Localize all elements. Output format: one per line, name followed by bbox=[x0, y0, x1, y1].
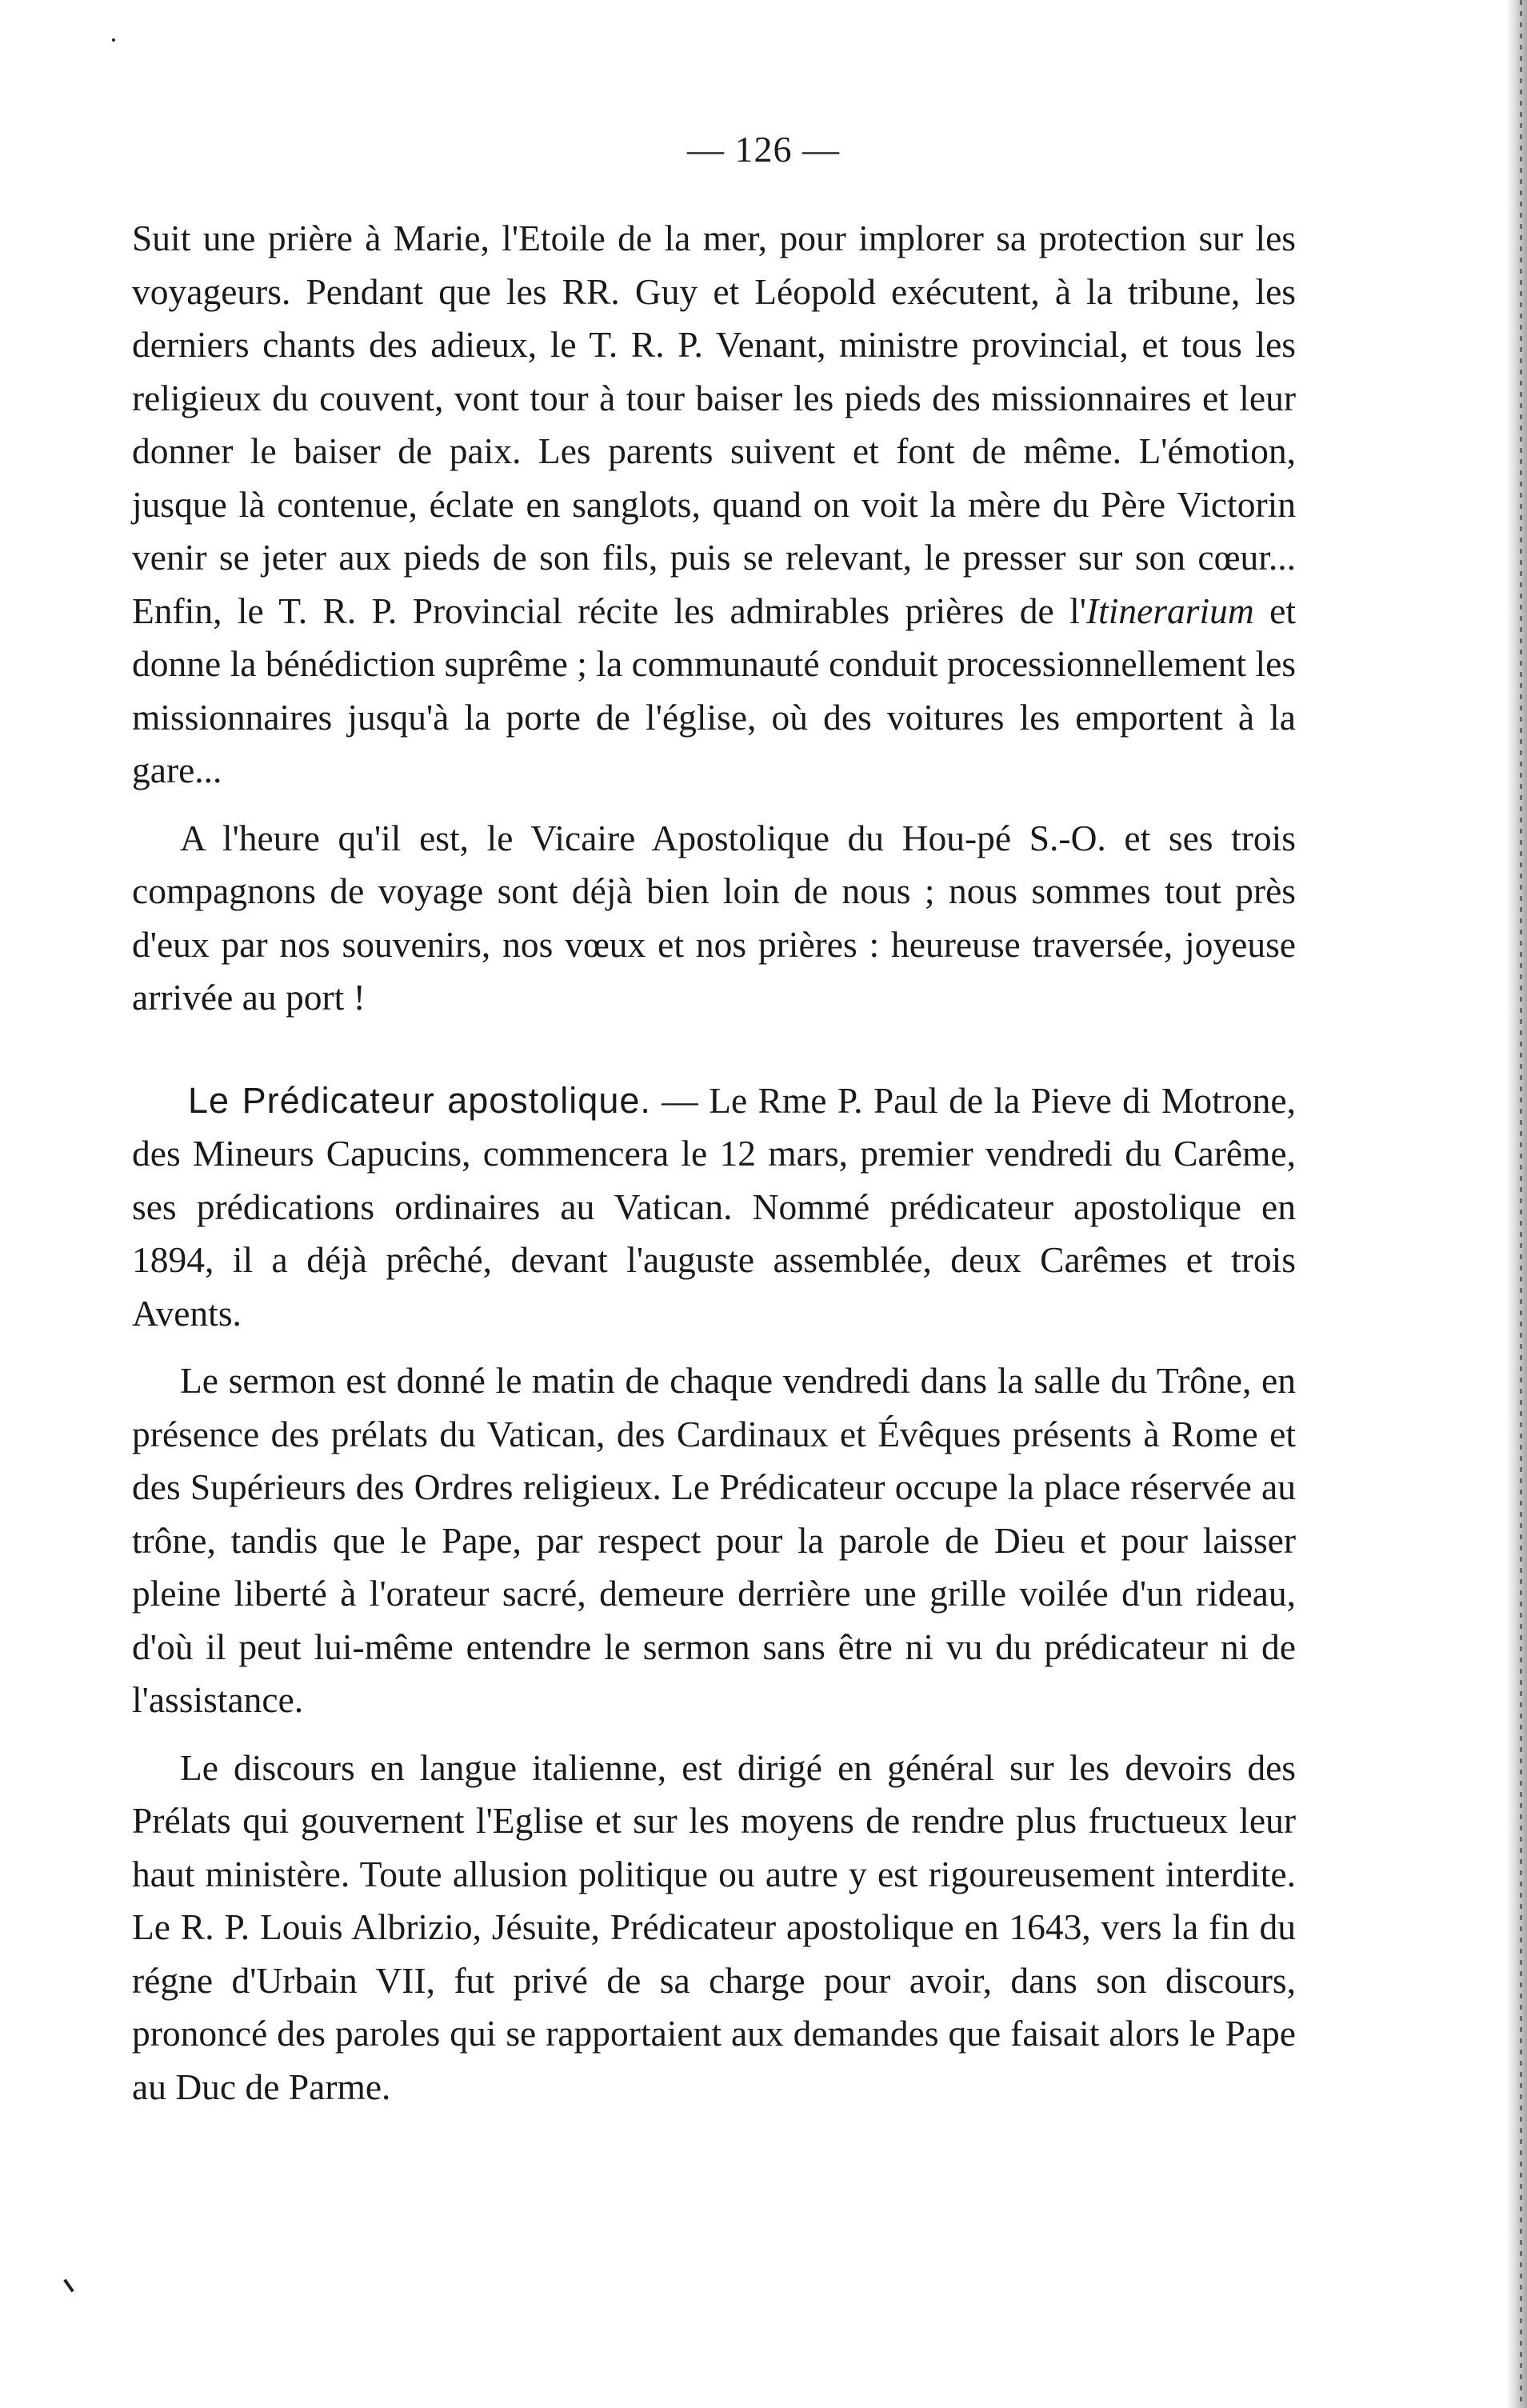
paragraph bbox=[132, 212, 1296, 798]
paragraph: Le discours en langue italienne, est dirigé en général sur les devoirs des Prélats qui gouvernent l'Eglise et sur les moyens de rendre plus fructueux leur haut ministère. Toute allusion politique ou autre y est rigoureusement interdite. Le R. P. Louis Albrizio, Jésuite, Prédicateur apostolique en 1643, vers la fin du régne d'Urbain VII, fut privé de sa charge pour avoir, dans son discours, prononcé des paroles qui se rapportaient aux demandes que faisait alors le Pape au Duc de Parme. bbox=[132, 1746, 1296, 2107]
italic-term: Itinerarium bbox=[1085, 590, 1254, 631]
paragraph-text: Le Rme P. Paul de la Pieve di Motrone, des Mineurs Capucins, commencera le 12 mars, premier vendredi du Carême, ses prédications ordinaires au Vatican. Nommé prédicateur apostolique en 1894, il a déjà prêché, devant l'auguste assemblée, deux Carêmes et trois Avents. bbox=[132, 1079, 1296, 1334]
scan-speck bbox=[112, 38, 115, 42]
section-paragraph bbox=[132, 1074, 1296, 1341]
section-title: Le Prédicateur apostolique. bbox=[188, 1079, 651, 1121]
paragraph-text: et donne la bénédiction suprême ; la communauté conduit processionnellement les missionnaires jusqu'à la porte de l'église, où des voitures les emportent à la gare... bbox=[132, 590, 1296, 790]
body-text bbox=[132, 212, 1296, 2114]
section-dash: — bbox=[650, 1079, 710, 1121]
paragraph: A l'heure qu'il est, le Vicaire Apostolique du Hou-pé S.-O. et ses trois compagnons de voyage sont déjà bien loin de nous ; nous sommes tout près d'eux par nos souvenirs, nos vœux et nos prières : heureuse traversée, joyeuse arrivée au port ! bbox=[132, 817, 1296, 1018]
page-number: — 126 — bbox=[687, 129, 840, 170]
page-binding-edge bbox=[1506, 0, 1527, 2408]
paragraph: Le sermon est donné le matin de chaque vendredi dans la salle du Trône, en présence des prélats du Vatican, des Cardinaux et Évêques présents à Rome et des Supérieurs des Ordres religieux. Le Prédicateur occupe la place réservée au trône, tandis que le Pape, par respect pour la parole de Dieu et pour laisser pleine liberté à l'orateur sacré, demeure derrière une grille voilée d'un rideau, d'où il peut lui-même entendre le sermon sans être ni vu du prédicateur ni de l'assistance. bbox=[132, 1360, 1296, 1720]
scan-speck bbox=[63, 2278, 74, 2292]
paragraph-text: Suit une prière à Marie, l'Etoile de la mer, pour implorer sa protection sur les voyageurs. Pendant que les RR. Guy et Léopold exécutent, à la tribune, les derniers chants des adieux, le T. R. P. Venant, ministre provincial, et tous les religieux du couvent, vont tour à tour baiser les pieds des missionnaires et leur donner le baiser de paix. Les parents suivent et font de même. L'émotion, jusque là contenue, éclate en sanglots, quand on voit la mère du Père Victorin venir se jeter aux pieds de son fils, puis se relevant, le presser sur son cœur... Enfin, le T. R. P. Provincial récite les admirables prières de l' bbox=[132, 218, 1296, 631]
